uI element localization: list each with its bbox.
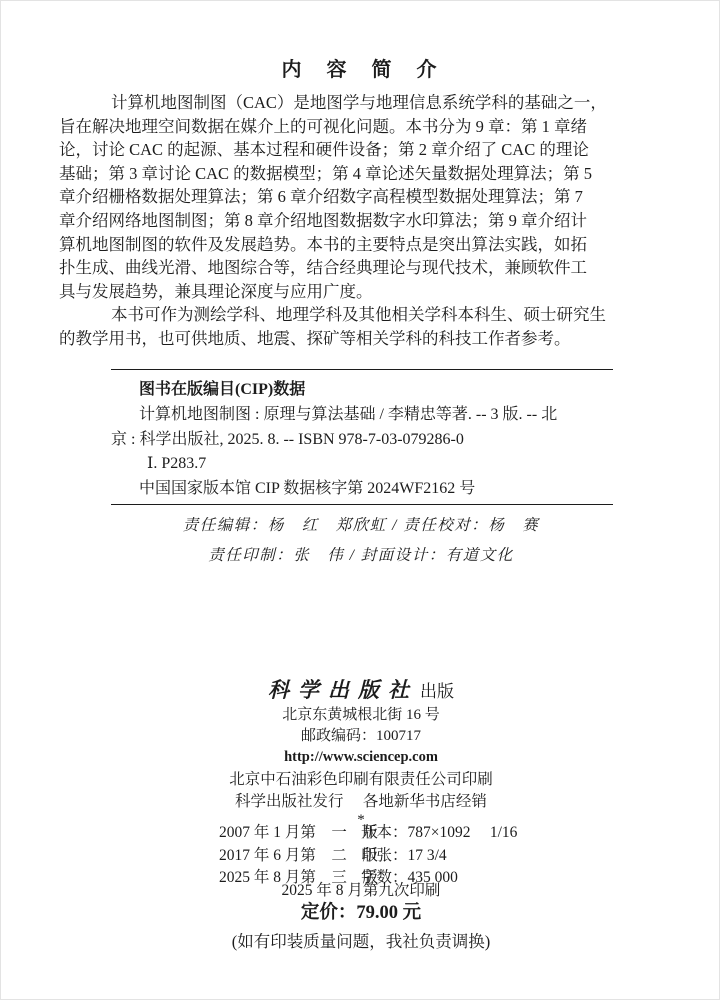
cip-registration-number: 中国国家版本馆 CIP 数据核字第 2024WF2162 号 [139, 480, 476, 498]
publisher-block [1, 677, 720, 828]
format-spec: 开本：787×1092 1/16 [361, 824, 518, 841]
publisher-name-suffix: 出版 [420, 682, 454, 701]
printing-impression-line: 2025 年 8 月第九次印刷 [281, 882, 441, 899]
summary-paragraph-line: 章介绍栅格数据处理算法；第 6 章介绍数字高程模型数据处理算法；第 7 [59, 187, 583, 207]
wordcount-spec: 字数：435 000 [361, 869, 458, 887]
publisher-logo-text: 科学出版社 [268, 678, 418, 702]
edition-date: 2017 年 6 月第 二 版 [219, 846, 378, 864]
separator-asterisk: * [357, 812, 365, 828]
printing-credit-line: 责任印制：张 伟 / 封面设计：有道文化 [208, 547, 514, 564]
distribution-line: 科学出版社发行 各地新华书店经销 [235, 793, 487, 810]
editor-credit-line: 责任编辑：杨 红 郑欣虹 / 责任校对：杨 赛 [182, 517, 540, 534]
price: 定价：79.00 元 [300, 903, 422, 923]
summary-paragraph-line: 计算机地图制图（CAC）是地图学与地理信息系统学科的基础之一， [111, 93, 607, 112]
publisher-website: http://www.sciencep.com [284, 749, 438, 765]
cip-header: 图书在版编目(CIP)数据 [139, 381, 306, 398]
summary-paragraph-line: 具与发展趋势，兼具理论深度与应用广度。 [59, 281, 373, 301]
summary-paragraph-line: 扑生成、曲线光滑、地图综合等，结合经典理论与现代技术，兼顾软件工 [59, 258, 587, 278]
summary-paragraph-line: 算机地图制图的软件及发展趋势。本书的主要特点是突出算法实践，如拓 [59, 234, 587, 254]
summary-paragraph-line: 基础；第 3 章讨论 CAC 的数据模型；第 4 章论述矢量数据处理算法；第 5 [59, 163, 593, 183]
edition-date: 2007 年 1 月第 一 版 [219, 824, 378, 841]
cip-block [111, 378, 613, 502]
page-title: 内 容 简 介 [281, 59, 441, 81]
cip-divider-top [111, 369, 613, 370]
audience-paragraph-line: 的教学用书，也可供地质、地震、探矿等相关学科的科技工作者参考。 [59, 328, 571, 348]
quality-exchange-note: (如有印装质量问题，我社负责调换) [231, 932, 491, 951]
summary-paragraph-line: 旨在解决地理空间数据在媒介上的可视化问题。本书分为 9 章：第 1 章绪 [59, 116, 587, 136]
cip-divider-bottom [111, 504, 613, 505]
summary-paragraph-line: 论，讨论 CAC 的起源、基本过程和硬件设备；第 2 章介绍了 CAC 的理论 [59, 140, 589, 160]
sheets-spec: 印张：17 3/4 [361, 846, 447, 864]
staff-credits [1, 511, 720, 571]
publisher-address: 北京东黄城根北街 16 号 [282, 707, 440, 723]
cip-isbn-line: 京 : 科学出版社, 2025. 8. -- ISBN 978-7-03-079286-0 [111, 430, 464, 448]
publisher-postcode: 邮政编码：100717 [300, 728, 421, 744]
cip-title-line: 计算机地图制图 : 原理与算法基础 / 李精忠等著. -- 3 版. -- 北 [139, 405, 558, 423]
edition-row [219, 822, 519, 845]
audience-paragraph-line: 本书可作为测绘学科、地理学科及其他相关学科本科生、硕士研究生 [111, 305, 606, 325]
publisher-name-line [1, 677, 720, 705]
cip-classification: Ⅰ. P283.7 [147, 455, 207, 473]
edition-date: 2025 年 8 月第 三 版 [219, 869, 378, 887]
summary-paragraph-line: 章介绍网络地图制图；第 8 章介绍地图数据数字水印算法；第 9 章介绍计 [59, 210, 587, 230]
edition-row [219, 845, 519, 868]
printer-name: 北京中石油彩色印刷有限责任公司印刷 [229, 771, 493, 788]
content-summary [59, 91, 615, 351]
